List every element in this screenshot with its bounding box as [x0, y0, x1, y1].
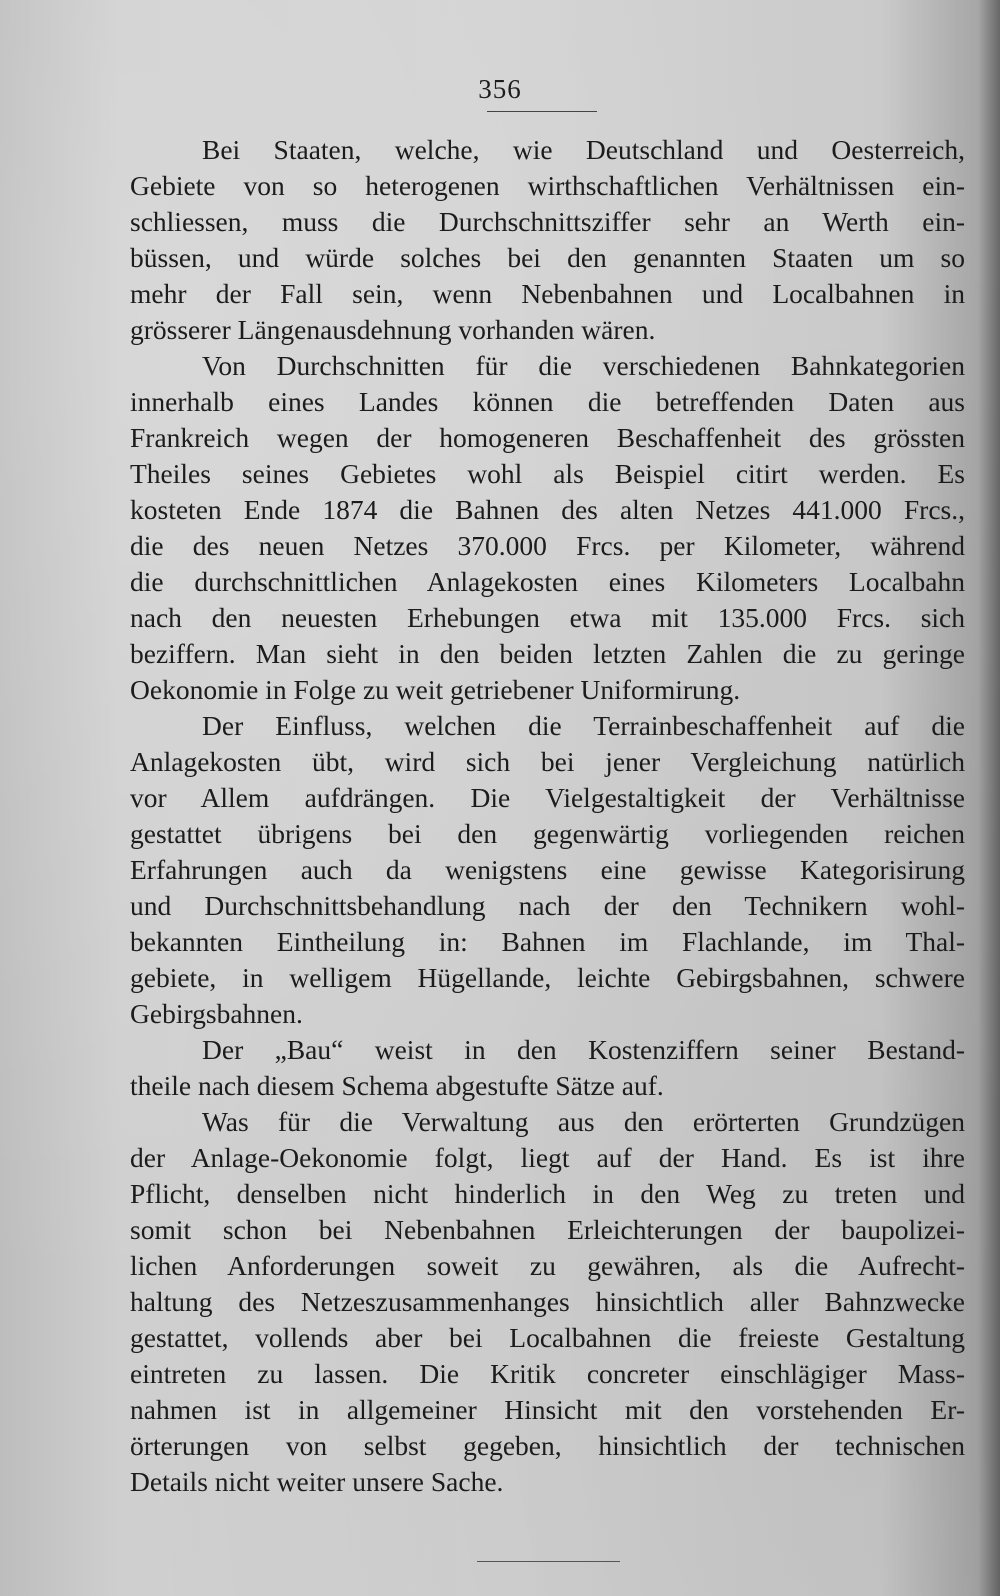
text-line: Von Durchschnitten für die verschiedenen Bahnkategorien — [202, 350, 965, 381]
text-line: haltung des Netzeszusammenhanges hinsichtlich aller Bahnzwecke — [130, 1286, 965, 1317]
body-text — [130, 132, 965, 1500]
text-line: beziffern. Man sieht in den beiden letzten Zahlen die zu geringe — [130, 638, 965, 669]
text-line: und Durchschnittsbehandlung nach der den Technikern wohl- — [130, 890, 965, 921]
text-line: grösserer Längenausdehnung vorhanden wären. — [130, 314, 656, 345]
text-line: die durchschnittlichen Anlagekosten eines Kilometers Localbahn — [130, 566, 965, 597]
text-line: kosteten Ende 1874 die Bahnen des alten Netzes 441.000 Frcs., — [130, 494, 965, 525]
text-line: Oekonomie in Folge zu weit getriebener Uniformirung. — [130, 674, 741, 705]
text-line: Gebirgsbahnen. — [130, 998, 303, 1029]
text-line: büssen, und würde solches bei den genannten Staaten um so — [130, 242, 965, 273]
page-edge-shadow — [978, 0, 1000, 1596]
text-line: Pflicht, denselben nicht hinderlich in den Weg zu treten und — [130, 1178, 965, 1209]
text-line: Anlagekosten übt, wird sich bei jener Vergleichung natürlich — [130, 746, 965, 777]
text-line: mehr der Fall sein, wenn Nebenbahnen und Localbahnen in — [130, 278, 965, 309]
text-line: der Anlage-Oekonomie folgt, liegt auf der Hand. Es ist ihre — [130, 1142, 965, 1173]
text-line: nach den neuesten Erhebungen etwa mit 135.000 Frcs. sich — [130, 602, 965, 633]
text-line: schliessen, muss die Durchschnittsziffer sehr an Werth ein- — [130, 206, 965, 237]
text-line: vor Allem aufdrängen. Die Vielgestaltigkeit der Verhältnisse — [130, 782, 965, 813]
page-number: 356 — [478, 74, 522, 104]
text-line: die des neuen Netzes 370.000 Frcs. per Kilometer, während — [130, 530, 965, 561]
text-line: Erfahrungen auch da wenigstens eine gewisse Kategorisirung — [130, 854, 965, 885]
header-rule — [487, 111, 597, 112]
text-line: Details nicht weiter unsere Sache. — [130, 1466, 504, 1497]
text-line: innerhalb eines Landes können die betreffenden Daten aus — [130, 386, 965, 417]
text-line: örterungen von selbst gegeben, hinsichtlich der technischen — [130, 1430, 965, 1461]
text-line: Was für die Verwaltung aus den erörterten Grundzügen — [202, 1106, 965, 1137]
text-line: gestattet, vollends aber bei Localbahnen die freieste Gestaltung — [130, 1322, 965, 1353]
text-line: bekannten Eintheilung in: Bahnen im Flachlande, im Thal- — [130, 926, 965, 957]
text-line: gestattet übrigens bei den gegenwärtig vorliegenden reichen — [130, 818, 965, 849]
text-line: Theiles seines Gebietes wohl als Beispiel citirt werden. Es — [130, 458, 965, 489]
text-line: somit schon bei Nebenbahnen Erleichterungen der baupolizei- — [130, 1214, 965, 1245]
text-line: Der „Bau“ weist in den Kostenziffern seiner Bestand- — [202, 1034, 965, 1065]
footer-rule — [477, 1561, 620, 1562]
text-line: lichen Anforderungen soweit zu gewähren, als die Aufrecht- — [130, 1250, 965, 1281]
text-line: Bei Staaten, welche, wie Deutschland und Oesterreich, — [202, 134, 965, 165]
text-line: theile nach diesem Schema abgestufte Sätze auf. — [130, 1070, 664, 1101]
text-line: nahmen ist in allgemeiner Hinsicht mit den vorstehenden Er- — [130, 1394, 965, 1425]
text-line: gebiete, in welligem Hügellande, leichte Gebirgsbahnen, schwere — [130, 962, 965, 993]
text-line: Frankreich wegen der homogeneren Beschaffenheit des grössten — [130, 422, 965, 453]
text-line: Der Einfluss, welchen die Terrainbeschaffenheit auf die — [202, 710, 965, 741]
text-line: Gebiete von so heterogenen wirthschaftlichen Verhältnissen ein- — [130, 170, 965, 201]
text-line: eintreten zu lassen. Die Kritik concreter einschlägiger Mass- — [130, 1358, 965, 1389]
